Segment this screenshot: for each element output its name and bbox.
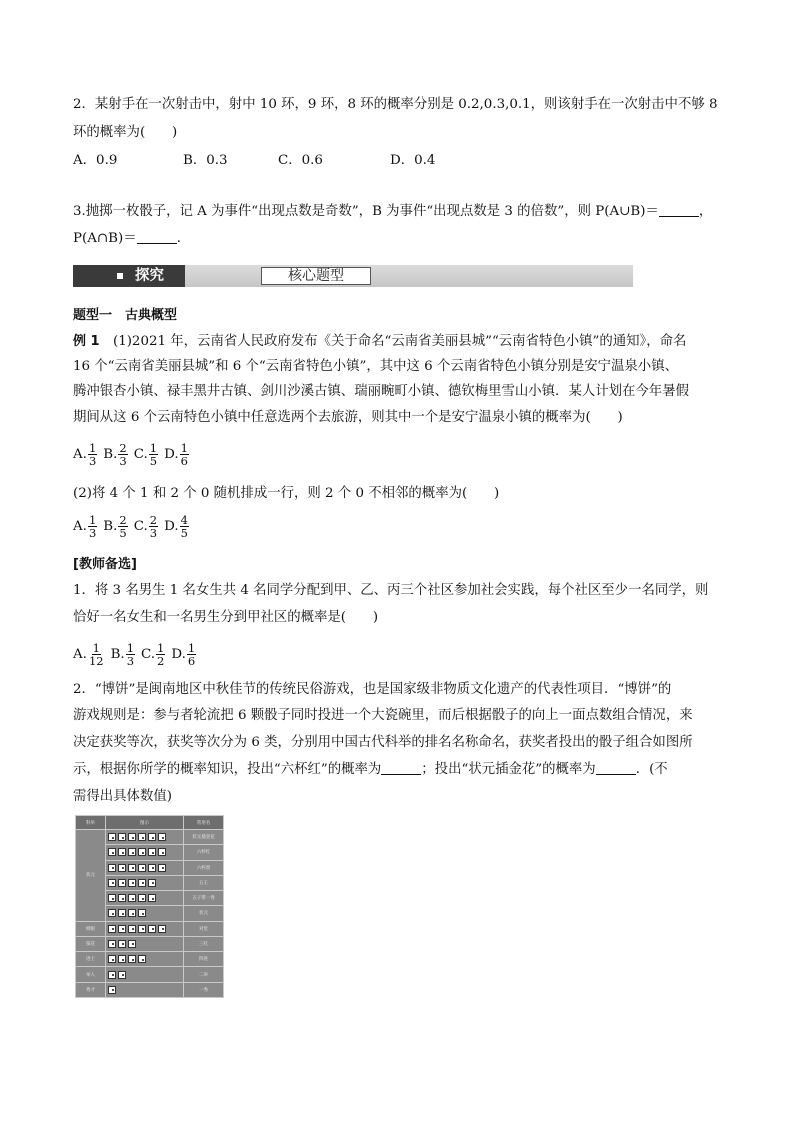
dice-icon <box>138 879 146 887</box>
table-row <box>76 936 224 951</box>
dice-icon <box>128 879 136 887</box>
banner-subtitle: 核心题型 <box>288 268 344 284</box>
table-header-name: 常用名 <box>184 816 224 830</box>
name-cell: 五子带一秀 <box>184 891 224 906</box>
rank-cell: 状元 <box>76 830 106 922</box>
option-c: C. $\frac{2}{3}$ <box>133 513 158 540</box>
dice-icon <box>148 894 156 902</box>
example-label: 例 1 <box>73 334 100 349</box>
dice-icon <box>138 864 146 872</box>
option-d: D. $\frac{1}{6}$ <box>171 641 196 668</box>
dice-icon <box>138 955 146 963</box>
q2-option-a: A．0.9 <box>73 153 118 168</box>
dice-icon <box>128 833 136 841</box>
example1-options <box>73 442 195 467</box>
option-a: A. $\frac{1}{3}$ <box>73 441 97 468</box>
q2-text-line2: 环的概率为( ) <box>73 125 178 140</box>
table-header-rank: 科举 <box>76 816 106 830</box>
q2-option-b: B．0.3 <box>183 153 228 168</box>
dice-icon <box>108 986 116 994</box>
dice-icon <box>118 833 126 841</box>
dice-combination-table <box>75 815 223 998</box>
example1-line3: 腾冲银杏小镇、禄丰黑井古镇、剑川沙溪古镇、瑞丽畹町小镇、德钦梅里雪山小镇．某人计划在今年暑假 <box>73 384 689 399</box>
dice-icon <box>108 925 116 933</box>
option-a: A. $\frac{1}{3}$ <box>73 513 97 540</box>
table-row <box>76 982 224 997</box>
dice-icon <box>108 940 116 948</box>
answer-blank <box>381 762 421 775</box>
dice-icon <box>108 909 116 917</box>
q3-prompt: 3.抛掷一枚骰子，记 A 为事件“出现点数是奇数”，B 为事件“出现点数是 3 的倍数”，则 P(A∪B)＝ <box>73 204 659 219</box>
option-c: C. $\frac{1}{2}$ <box>141 641 165 668</box>
dice-icon <box>108 879 116 887</box>
teacher1-options <box>73 642 202 667</box>
dice-icon <box>128 940 136 948</box>
q3-text-line2 <box>73 230 181 248</box>
dice-icon <box>118 864 126 872</box>
answer-blank <box>596 762 636 775</box>
rank-cell: 榜眼 <box>76 921 106 936</box>
example1-line1 <box>73 333 686 351</box>
q2-option-d: D．0.4 <box>390 153 436 168</box>
dice-icon <box>128 909 136 917</box>
dice-icon <box>138 909 146 917</box>
dice-icon <box>118 955 126 963</box>
example1-line4: 期间从这 6 个云南特色小镇中任意选两个去旅游，则其中一个是安宁温泉小镇的概率为( ) <box>73 410 623 425</box>
dice-cell <box>106 906 184 921</box>
dice-icon <box>118 848 126 856</box>
dice-cell <box>106 845 184 860</box>
name-cell: 二举 <box>184 967 224 982</box>
dice-icon <box>108 894 116 902</box>
teacher2-text-post: ．(不 <box>635 762 668 777</box>
name-cell: 状元插金花 <box>184 830 224 845</box>
dice-cell <box>106 891 184 906</box>
table-row <box>76 921 224 936</box>
q3-punct: ， <box>698 204 713 219</box>
teacher2-line3: 决定获奖等次，获奖等次分为 6 类，分别用中国古代科举的排名名称命名，获奖者投出的骰子组合如图所 <box>73 735 693 750</box>
example1-line2: 16 个“云南省美丽县城”和 6 个“云南省特色小镇”，其中这 6 个云南省特色小镇分别是安宁温泉小镇、 <box>73 359 678 374</box>
dice-icon <box>118 971 126 979</box>
option-c: C. $\frac{1}{5}$ <box>133 441 158 468</box>
dice-icon <box>138 925 146 933</box>
rank-cell: 探花 <box>76 936 106 951</box>
banner-dark-tab <box>73 265 185 287</box>
dice-cell <box>106 921 184 936</box>
teacher2-line2: 游戏规则是：参与者轮流把 6 颗骰子同时投进一个大瓷碗里，而后根据骰子的向上一面点数组合情况，来 <box>73 708 693 723</box>
q3-prompt-2: P(A∩B)＝ <box>73 231 137 246</box>
q2-option-c: C．0.6 <box>278 153 323 168</box>
dice-icon <box>158 925 166 933</box>
dice-icon <box>148 833 156 841</box>
dice-icon <box>158 833 166 841</box>
dice-cell <box>106 860 184 875</box>
answer-blank <box>659 204 699 217</box>
example1-q2-options <box>73 514 195 539</box>
dice-icon <box>128 864 136 872</box>
dice-icon <box>108 864 116 872</box>
teacher2-text-mid: ；投出“状元插金花”的概率为 <box>421 762 596 777</box>
dice-icon <box>108 971 116 979</box>
teacher1-line1: 1．将 3 名男生 1 名女生共 4 名同学分配到甲、乙、丙三个社区参加社会实践，每个社区至少一名同学，则 <box>73 583 709 598</box>
name-cell: 四进 <box>184 952 224 967</box>
dice-icon <box>148 864 156 872</box>
answer-blank <box>137 231 177 244</box>
dice-icon <box>108 955 116 963</box>
dice-icon <box>128 848 136 856</box>
table-header-figure: 图示 <box>106 816 184 830</box>
q3-text-line1 <box>73 203 712 221</box>
dice-icon <box>108 848 116 856</box>
teacher2-line4 <box>73 761 668 779</box>
option-d: D. $\frac{4}{5}$ <box>164 513 188 540</box>
teacher2-line1: 2．“博饼”是闽南地区中秋佳节的传统民俗游戏，也是国家级非物质文化遗产的代表性项目．“博饼”的 <box>73 682 672 697</box>
dice-cell <box>106 982 184 997</box>
dice-icon <box>118 925 126 933</box>
name-cell: 五王 <box>184 875 224 890</box>
dice-cell <box>106 830 184 845</box>
option-b: B. $\frac{2}{3}$ <box>103 441 127 468</box>
table-row <box>76 830 224 845</box>
teacher-section-label: [教师备选] <box>73 557 137 572</box>
dice-cell <box>106 967 184 982</box>
q3-punct-2: . <box>176 231 181 246</box>
dice-icon <box>148 879 156 887</box>
section-banner <box>73 265 633 287</box>
q2-text-line1: 2．某射手在一次射击中，射中 10 环，9 环，8 环的概率分别是 0.2,0.3,0.1，则该射手在一次射击中不够 8 <box>73 97 718 112</box>
dice-icon <box>138 894 146 902</box>
dice-icon <box>158 848 166 856</box>
name-cell: 三红 <box>184 936 224 951</box>
dice-icon <box>118 894 126 902</box>
option-d: D. $\frac{1}{6}$ <box>164 441 188 468</box>
name-cell: 六杯红 <box>184 845 224 860</box>
name-cell: 对堂 <box>184 921 224 936</box>
dice-icon <box>118 909 126 917</box>
banner-subtitle-box <box>261 267 371 285</box>
dice-icon <box>148 848 156 856</box>
rank-cell: 进士 <box>76 952 106 967</box>
dice-icon <box>128 955 136 963</box>
rank-cell: 秀才 <box>76 982 106 997</box>
dice-icon <box>138 833 146 841</box>
teacher2-line5: 需得出具体数值) <box>73 789 172 804</box>
dice-icon <box>108 833 116 841</box>
dice-cell <box>106 875 184 890</box>
dice-cell <box>106 952 184 967</box>
table-row <box>76 967 224 982</box>
square-icon <box>117 273 123 279</box>
dice-icon <box>138 848 146 856</box>
example1-q2: (2)将 4 个 1 和 2 个 0 随机排成一行，则 2 个 0 不相邻的概率为( ) <box>73 486 500 501</box>
teacher2-text: 示，根据你所学的概率知识，投出“六杯红”的概率为 <box>73 762 382 777</box>
name-cell: 状元 <box>184 906 224 921</box>
dice-cell <box>106 936 184 951</box>
dice-icon <box>118 940 126 948</box>
dice-icon <box>128 925 136 933</box>
dice-icon <box>128 894 136 902</box>
dice-icon <box>158 864 166 872</box>
name-cell: 一秀 <box>184 982 224 997</box>
dice-icon <box>148 925 156 933</box>
rank-cell: 举人 <box>76 967 106 982</box>
option-a: A. $\frac{1}{12}$ <box>73 641 104 668</box>
name-cell: 六杯黑 <box>184 860 224 875</box>
option-b: B. $\frac{2}{5}$ <box>103 513 127 540</box>
option-b: B. $\frac{1}{3}$ <box>110 641 135 668</box>
banner-title: 探究 <box>135 268 164 284</box>
dice-icon <box>118 879 126 887</box>
section-heading: 题型一 古典概型 <box>73 308 178 323</box>
table-row <box>76 952 224 967</box>
teacher1-line2: 恰好一名女生和一名男生分到甲社区的概率是( ) <box>73 610 379 625</box>
example1-text: (1)2021 年，云南省人民政府发布《关于命名“云南省美丽县城”“云南省特色小镇”的通知》，命名 <box>99 334 687 349</box>
